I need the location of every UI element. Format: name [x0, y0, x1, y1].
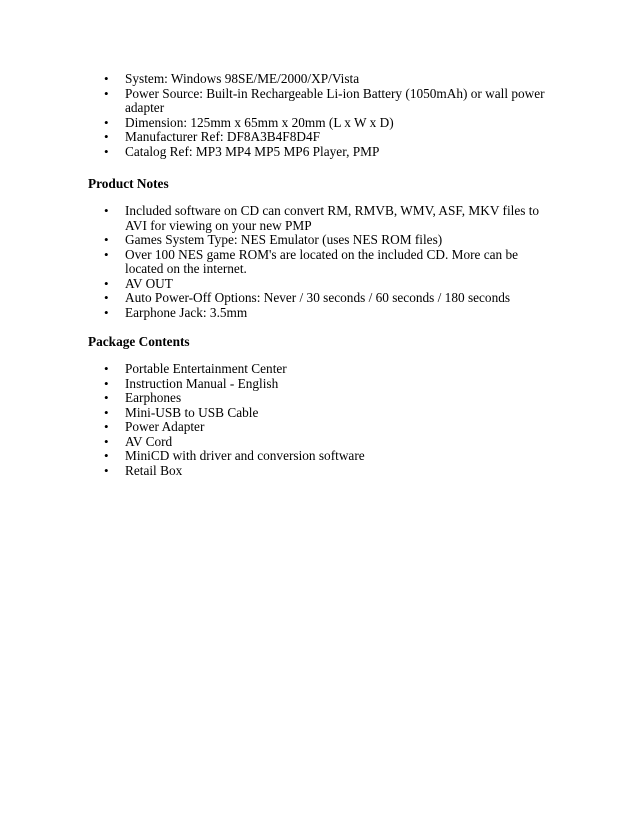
list-item: • Manufacturer Ref: DF8A3B4F8D4F: [104, 130, 554, 145]
list-item: • Instruction Manual - English: [104, 377, 554, 392]
spec-list: [104, 72, 554, 159]
list-item: • Catalog Ref: MP3 MP4 MP5 MP6 Player, PMP: [104, 145, 554, 160]
list-item: • Dimension: 125mm x 65mm x 20mm (L x W x D): [104, 116, 554, 131]
list-item: • AV Cord: [104, 435, 554, 450]
list-item: • Earphones: [104, 391, 554, 406]
product-notes-heading: Product Notes: [88, 176, 169, 191]
list-item: • Earphone Jack: 3.5mm: [104, 306, 549, 321]
package-contents-heading: Package Contents: [88, 334, 190, 349]
list-item: • Over 100 NES game ROM's are located on the included CD. More can be located on the internet.: [104, 248, 549, 277]
package-contents-list: [104, 362, 554, 478]
list-item: • Mini-USB to USB Cable: [104, 406, 554, 421]
list-item: • AV OUT: [104, 277, 549, 292]
product-notes-list: [104, 204, 549, 320]
list-item: • MiniCD with driver and conversion software: [104, 449, 554, 464]
list-item: • Retail Box: [104, 464, 554, 479]
list-item: • Included software on CD can convert RM, RMVB, WMV, ASF, MKV files to AVI for viewing on your new PMP: [104, 204, 549, 233]
list-item: • Power Adapter: [104, 420, 554, 435]
list-item: • Auto Power-Off Options: Never / 30 seconds / 60 seconds / 180 seconds: [104, 291, 549, 306]
list-item: • Power Source: Built-in Rechargeable Li-ion Battery (1050mAh) or wall power adapter: [104, 87, 554, 116]
list-item: • Games System Type: NES Emulator (uses NES ROM files): [104, 233, 549, 248]
list-item: • Portable Entertainment Center: [104, 362, 554, 377]
list-item: • System: Windows 98SE/ME/2000/XP/Vista: [104, 72, 554, 87]
